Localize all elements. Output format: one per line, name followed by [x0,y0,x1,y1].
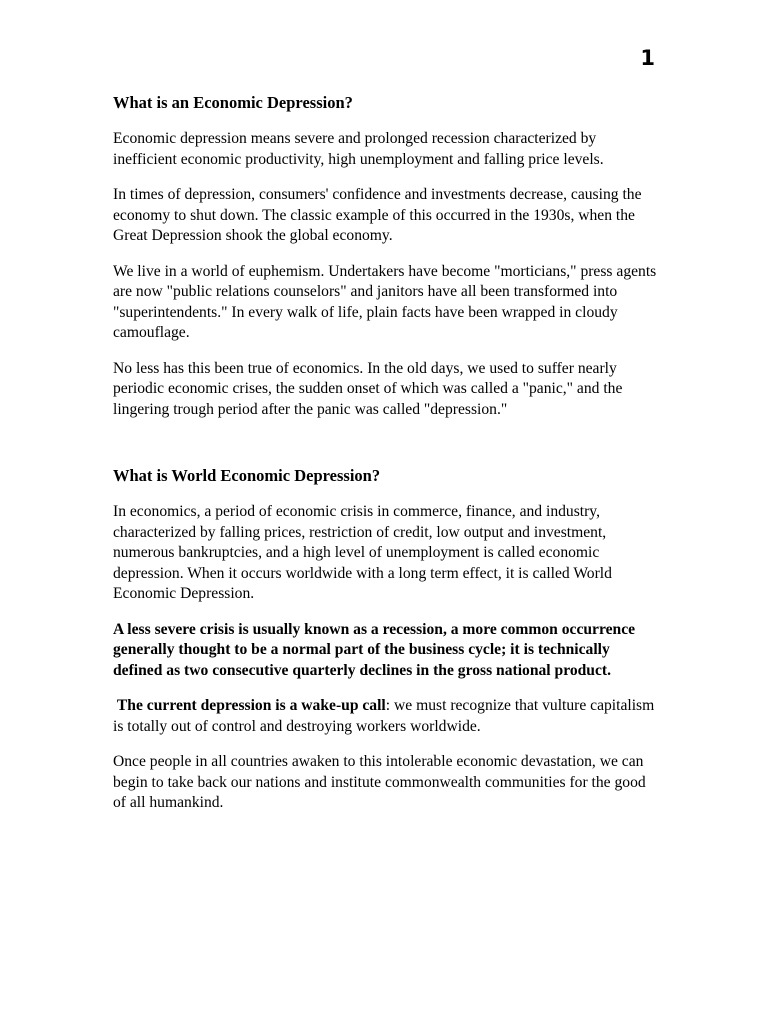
paragraph: No less has this been true of economics. In the old days, we used to suffer nearly periodic economic crises, the sudden onset of which was called a "panic," and the lingering trough period after the panic was called "depression." [113,359,623,418]
wake-up-rest: : we must recognize that vulture capitalism is totally out of control and destroying workers worldwide. [113,697,655,735]
section-world-economic-depression [113,465,658,814]
paragraph: We live in a world of euphemism. Undertakers have become "morticians," press agents are now "public relations counselors" and janitors have all been transformed into "superintendents." In every walk of life, plain facts have been wrapped in cloudy camouflage. [113,262,657,341]
document-body [113,92,658,829]
paragraph: In times of depression, consumers' confidence and investments decrease, causing the economy to shut down. The classic example of this occurred in the 1930s, when the Great Depression shook the global economy. [113,186,642,244]
section-heading: What is World Economic Depression? [113,466,381,485]
page-number: 1 [640,46,655,70]
wake-up-lead: The current depression is a wake-up call [113,697,386,714]
paragraph: In economics, a period of economic crisis in commerce, finance, and industry, characterized by falling prices, restriction of credit, low output and investment, numerous bankruptcies, and a high level of unemployment is called economic depression. When it occurs worldwide with a long term effect, it is called World Economic Depression. [113,503,612,602]
wake-up-paragraph [113,696,658,737]
closing-paragraph: Once people in all countries awaken to this intolerable economic devastation, we can begin to take back our nations and institute commonwealth communities for the good of all humankind. [113,753,646,811]
bold-paragraph: A less severe crisis is usually known as a recession, a more common occurrence generally thought to be a normal part of the business cycle; it is technically defined as two consecutive quarterly declines in the gross national product. [113,620,636,679]
paragraph: Economic depression means severe and prolonged recession characterized by inefficient economic productivity, high unemployment and falling price levels. [113,130,604,168]
section-economic-depression [113,92,658,420]
section-heading: What is an Economic Depression? [113,93,353,112]
